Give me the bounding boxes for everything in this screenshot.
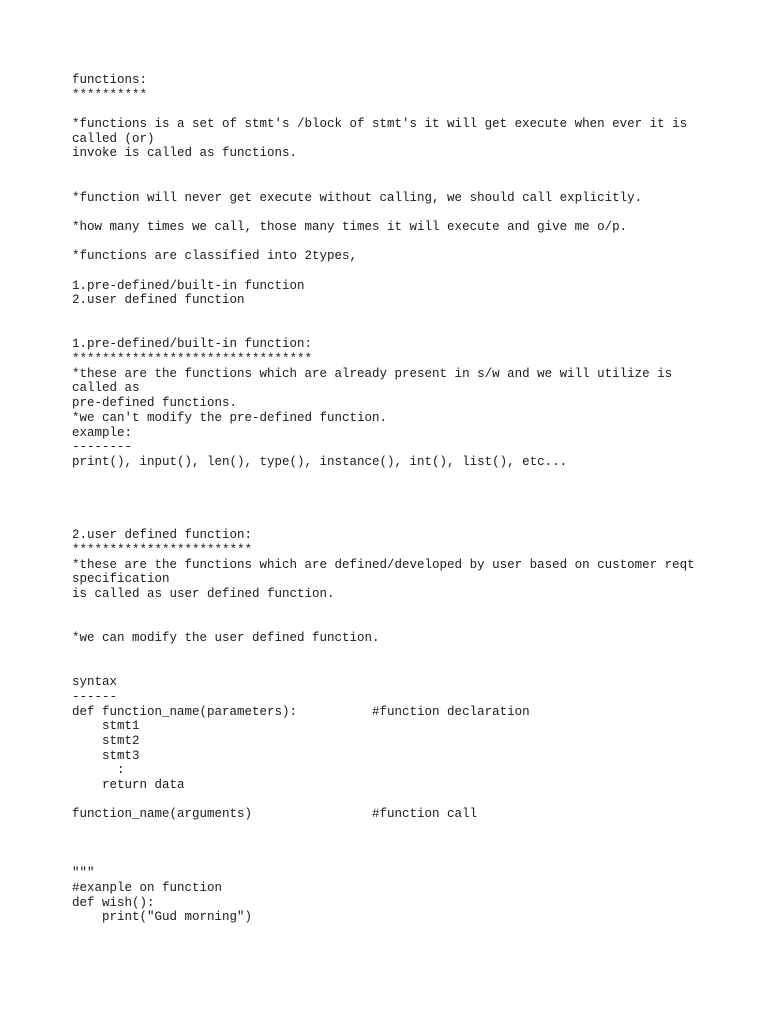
text-line (72, 484, 712, 499)
text-line: #exanple on function (72, 880, 223, 895)
text-line (72, 470, 712, 485)
text-line: called as (72, 381, 140, 396)
text-line (72, 161, 712, 176)
text-line (72, 646, 712, 661)
text-line: def function_name(parameters): #function declaration (72, 704, 530, 719)
text-line (72, 851, 712, 866)
text-line: functions: (72, 73, 148, 87)
text-line: *these are the functions which are already present in s/w and we will utilize is (72, 366, 673, 381)
text-line: -------- (72, 440, 133, 455)
text-line (72, 616, 712, 631)
text-line: def wish(): (72, 895, 155, 910)
text-line (72, 264, 712, 279)
text-line: 1.pre-defined/built-in function: (72, 337, 313, 352)
text-line: return data (72, 778, 185, 792)
text-line: *function will never get execute without calling, we should call explicitly. (72, 190, 643, 205)
text-line: *how many times we call, those many times it will execute and give me o/p. (72, 219, 628, 234)
text-line: """ (72, 866, 95, 881)
text-line: stmt2 (72, 733, 140, 748)
text-line: *these are the functions which are defined/developed by user based on customer reqt (72, 557, 695, 572)
text-line (72, 837, 712, 852)
text-line: print(), input(), len(), type(), instance(), int(), list(), etc... (72, 454, 568, 469)
text-line: specification (72, 572, 170, 587)
text-line: ************************ (72, 543, 253, 557)
text-line (72, 323, 712, 338)
text-line: *we can't modify the pre-defined function. (72, 410, 388, 425)
text-line: stmt1 (72, 719, 140, 734)
text-line: stmt3 (72, 748, 140, 763)
text-line: ------ (72, 689, 118, 704)
text-line (72, 793, 712, 808)
text-line: *functions are classified into 2types, (72, 249, 358, 264)
text-line (72, 822, 712, 837)
text-line: 2.user defined function: (72, 528, 253, 543)
text-line (72, 308, 712, 323)
text-line: called (or) (72, 131, 155, 146)
text-line: *we can modify the user defined function. (72, 631, 380, 646)
text-line (72, 661, 712, 676)
text-line (72, 499, 712, 514)
text-line (72, 235, 712, 250)
text-line: *functions is a set of stmt's /block of stmt's it will get execute when ever it is (72, 117, 688, 132)
text-line: 1.pre-defined/built-in function (72, 278, 305, 293)
text-line: ********** (72, 87, 148, 102)
document-body (72, 73, 712, 925)
text-line: : (72, 763, 125, 778)
text-line: example: (72, 425, 133, 440)
text-line: function_name(arguments) #function call (72, 807, 478, 822)
text-line: is called as user defined function. (72, 587, 335, 602)
text-line: ******************************** (72, 352, 313, 367)
text-line (72, 176, 712, 191)
text-line (72, 205, 712, 220)
text-line (72, 102, 712, 117)
text-line (72, 602, 712, 617)
text-line (72, 514, 712, 529)
text-line: 2.user defined function (72, 293, 245, 308)
text-line: pre-defined functions. (72, 396, 238, 411)
text-line: invoke is called as functions. (72, 146, 298, 161)
text-line: syntax (72, 675, 118, 690)
text-line: print("Gud morning") (72, 910, 253, 925)
